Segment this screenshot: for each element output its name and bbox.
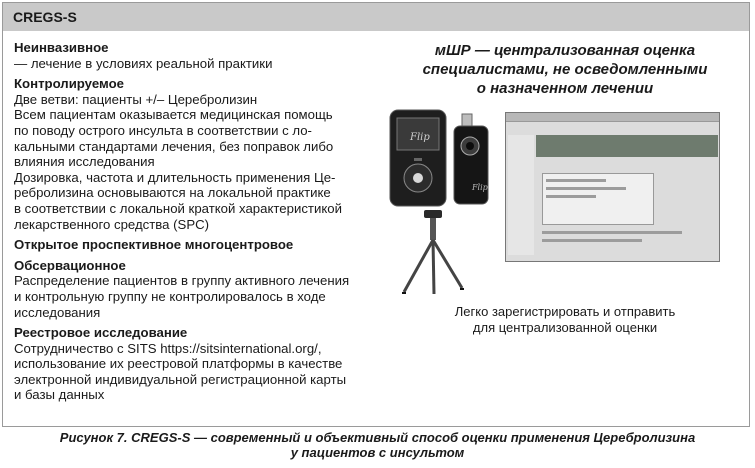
left-column [14, 40, 374, 408]
section-line: Всем пациентам оказывается медицинская помощь [14, 107, 333, 123]
section-registry [14, 325, 374, 403]
right-caption-line: Легко зарегистрировать и отправить [454, 304, 676, 319]
right-title-line: специалистами, не осведомленными [422, 61, 708, 78]
section-line: кальными стандартами лечения, без поправок либо [14, 138, 334, 154]
section-line: в соответствии с локальной краткой характеристикой [14, 200, 342, 216]
right-caption-line: для централизованной оценки [472, 320, 658, 335]
section-line: по поводу острого инсульта в соответствии с ло- [14, 122, 312, 138]
header-title: CREGS-S [13, 9, 77, 25]
section-line: — лечение в условиях реальной практики [14, 55, 273, 71]
video-camera-front-image [388, 108, 448, 208]
section-heading: Реестровое исследование [14, 325, 188, 341]
screenshot-banner [536, 135, 718, 157]
section-line: электронной индивидуальной регистрационной карты [14, 371, 347, 387]
header-bar [3, 3, 749, 31]
browser-toolbar [506, 113, 719, 122]
registry-web-screenshot [505, 112, 720, 262]
form-line [546, 179, 606, 182]
section-line: Две ветви: пациенты +/– Церебролизин [14, 91, 258, 107]
right-caption [405, 304, 725, 336]
camera-brand-logo: Flip [410, 132, 430, 143]
screenshot-sidebar [508, 135, 534, 255]
section-line: Распределение пациентов в группу активного лечения [14, 273, 350, 289]
section-controlled [14, 76, 374, 232]
section-observational [14, 258, 374, 320]
right-title [395, 41, 735, 98]
figure-caption [0, 430, 755, 460]
video-camera-side-image [450, 112, 492, 207]
form-line [546, 187, 626, 190]
section-heading: Контролируемое [14, 76, 124, 92]
section-heading: Неинвазивное [14, 40, 109, 55]
figure-caption-line: у пациентов с инсультом [290, 445, 465, 460]
right-title-line: о назначенном лечении [476, 80, 654, 97]
section-line: Дозировка, частота и длительность применения Це- [14, 169, 336, 185]
section-line: Сотрудничество с SITS https://sitsinternational.org/, [14, 340, 322, 356]
section-heading: Обсервационное [14, 257, 126, 273]
tripod-image [398, 208, 468, 296]
section-line: влияния исследования [14, 154, 155, 170]
section-open-prospective [14, 237, 374, 253]
camera-side-logo: Flip [472, 183, 488, 192]
section-line: и базы данных [14, 387, 105, 403]
figure-caption-line: Рисунок 7. CREGS-S — современный и объективный способ оценки применения Церебролизина [59, 430, 696, 445]
section-line: использование их реестровой платформы в качестве [14, 356, 343, 372]
right-title-line: мШР — централизованная оценка [434, 42, 696, 59]
section-line: лекарственного средства (SPC) [14, 216, 210, 232]
section-line: ребролизина основываются на локальной практике [14, 185, 331, 201]
footer-line [542, 239, 642, 242]
section-noninvasive [14, 40, 374, 71]
footer-line [542, 231, 682, 234]
section-heading: Открытое проспективное многоцентровое [14, 237, 294, 253]
form-line [546, 195, 596, 198]
section-line: и контрольную группу не контролировалось в ходе [14, 288, 326, 304]
section-line: исследования [14, 304, 101, 320]
